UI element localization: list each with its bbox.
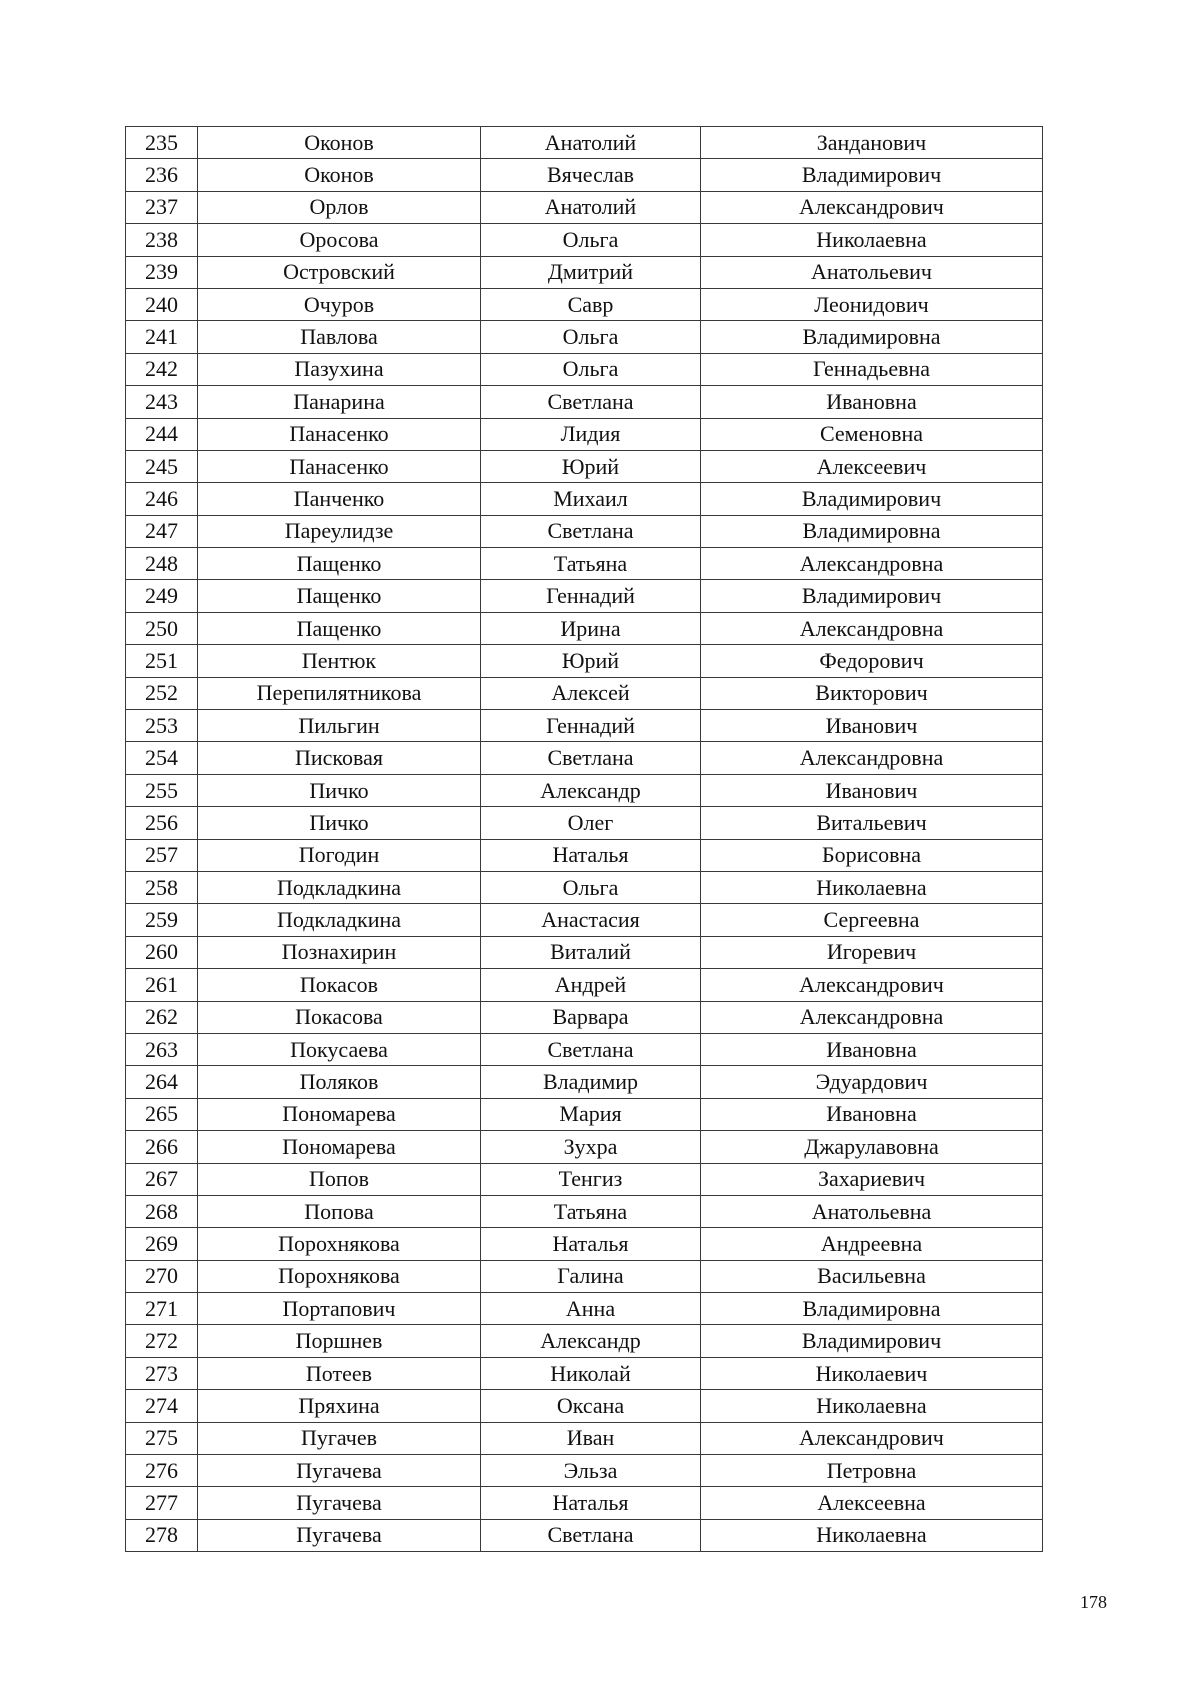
patronymic-cell: Ивановна bbox=[701, 1033, 1043, 1065]
table-row bbox=[126, 871, 1043, 903]
table-row bbox=[126, 191, 1043, 223]
table-row bbox=[126, 936, 1043, 968]
last-name-cell: Портапович bbox=[198, 1293, 481, 1325]
first-name-cell: Светлана bbox=[481, 1519, 701, 1551]
first-name-cell: Андрей bbox=[481, 969, 701, 1001]
patronymic-cell: Викторович bbox=[701, 677, 1043, 709]
last-name-cell: Перепилятникова bbox=[198, 677, 481, 709]
table-row bbox=[126, 1487, 1043, 1519]
table-row bbox=[126, 1033, 1043, 1065]
patronymic-cell: Ивановна bbox=[701, 386, 1043, 418]
last-name-cell: Оросова bbox=[198, 224, 481, 256]
row-number-cell: 238 bbox=[126, 224, 198, 256]
last-name-cell: Пащенко bbox=[198, 612, 481, 644]
row-number-cell: 236 bbox=[126, 159, 198, 191]
row-number-cell: 272 bbox=[126, 1325, 198, 1357]
row-number-cell: 243 bbox=[126, 386, 198, 418]
row-number-cell: 239 bbox=[126, 256, 198, 288]
patronymic-cell: Александровна bbox=[701, 742, 1043, 774]
first-name-cell: Ольга bbox=[481, 224, 701, 256]
table-row bbox=[126, 1001, 1043, 1033]
table-row bbox=[126, 483, 1043, 515]
last-name-cell: Потеев bbox=[198, 1357, 481, 1389]
table-row bbox=[126, 710, 1043, 742]
table-row bbox=[126, 1390, 1043, 1422]
last-name-cell: Орлов bbox=[198, 191, 481, 223]
patronymic-cell: Николаевна bbox=[701, 1519, 1043, 1551]
patronymic-cell: Федорович bbox=[701, 645, 1043, 677]
last-name-cell: Оконов bbox=[198, 159, 481, 191]
patronymic-cell: Николаевич bbox=[701, 1357, 1043, 1389]
row-number-cell: 271 bbox=[126, 1293, 198, 1325]
patronymic-cell: Геннадьевна bbox=[701, 353, 1043, 385]
patronymic-cell: Петровна bbox=[701, 1455, 1043, 1487]
row-number-cell: 254 bbox=[126, 742, 198, 774]
last-name-cell: Писковая bbox=[198, 742, 481, 774]
row-number-cell: 240 bbox=[126, 288, 198, 320]
last-name-cell: Поляков bbox=[198, 1066, 481, 1098]
patronymic-cell: Владимирович bbox=[701, 483, 1043, 515]
patronymic-cell: Владимировна bbox=[701, 321, 1043, 353]
last-name-cell: Пентюк bbox=[198, 645, 481, 677]
table-row bbox=[126, 1066, 1043, 1098]
first-name-cell: Анатолий bbox=[481, 191, 701, 223]
row-number-cell: 246 bbox=[126, 483, 198, 515]
table-row bbox=[126, 742, 1043, 774]
row-number-cell: 253 bbox=[126, 710, 198, 742]
first-name-cell: Ольга bbox=[481, 871, 701, 903]
first-name-cell: Ольга bbox=[481, 353, 701, 385]
page-number: 178 bbox=[1080, 1592, 1107, 1612]
patronymic-cell: Владимировна bbox=[701, 1293, 1043, 1325]
first-name-cell: Виталий bbox=[481, 936, 701, 968]
last-name-cell: Пичко bbox=[198, 774, 481, 806]
table-row bbox=[126, 1131, 1043, 1163]
last-name-cell: Пугачева bbox=[198, 1487, 481, 1519]
first-name-cell: Тенгиз bbox=[481, 1163, 701, 1195]
last-name-cell: Подкладкина bbox=[198, 871, 481, 903]
table-row bbox=[126, 1260, 1043, 1292]
first-name-cell: Алексей bbox=[481, 677, 701, 709]
patronymic-cell: Сергеевна bbox=[701, 904, 1043, 936]
first-name-cell: Александр bbox=[481, 774, 701, 806]
first-name-cell: Светлана bbox=[481, 515, 701, 547]
row-number-cell: 256 bbox=[126, 807, 198, 839]
row-number-cell: 268 bbox=[126, 1195, 198, 1227]
patronymic-cell: Игоревич bbox=[701, 936, 1043, 968]
patronymic-cell: Алексеевич bbox=[701, 450, 1043, 482]
first-name-cell: Николай bbox=[481, 1357, 701, 1389]
table-row bbox=[126, 1195, 1043, 1227]
row-number-cell: 255 bbox=[126, 774, 198, 806]
patronymic-cell: Анатольевна bbox=[701, 1195, 1043, 1227]
patronymic-cell: Эдуардович bbox=[701, 1066, 1043, 1098]
table-row bbox=[126, 1293, 1043, 1325]
first-name-cell: Владимир bbox=[481, 1066, 701, 1098]
last-name-cell: Панченко bbox=[198, 483, 481, 515]
last-name-cell: Подкладкина bbox=[198, 904, 481, 936]
last-name-cell: Погодин bbox=[198, 839, 481, 871]
first-name-cell: Галина bbox=[481, 1260, 701, 1292]
row-number-cell: 265 bbox=[126, 1098, 198, 1130]
row-number-cell: 266 bbox=[126, 1131, 198, 1163]
row-number-cell: 276 bbox=[126, 1455, 198, 1487]
table-row bbox=[126, 224, 1043, 256]
table-row bbox=[126, 127, 1043, 159]
row-number-cell: 235 bbox=[126, 127, 198, 159]
last-name-cell: Покасов bbox=[198, 969, 481, 1001]
row-number-cell: 248 bbox=[126, 548, 198, 580]
patronymic-cell: Владимирович bbox=[701, 580, 1043, 612]
table-row bbox=[126, 774, 1043, 806]
patronymic-cell: Александровна bbox=[701, 612, 1043, 644]
first-name-cell: Мария bbox=[481, 1098, 701, 1130]
patronymic-cell: Иванович bbox=[701, 774, 1043, 806]
last-name-cell: Панарина bbox=[198, 386, 481, 418]
first-name-cell: Геннадий bbox=[481, 710, 701, 742]
table-row bbox=[126, 386, 1043, 418]
table-row bbox=[126, 1163, 1043, 1195]
table-row bbox=[126, 839, 1043, 871]
last-name-cell: Островский bbox=[198, 256, 481, 288]
last-name-cell: Пареулидзе bbox=[198, 515, 481, 547]
last-name-cell: Поршнев bbox=[198, 1325, 481, 1357]
row-number-cell: 237 bbox=[126, 191, 198, 223]
last-name-cell: Покасова bbox=[198, 1001, 481, 1033]
first-name-cell: Светлана bbox=[481, 1033, 701, 1065]
last-name-cell: Пазухина bbox=[198, 353, 481, 385]
first-name-cell: Савр bbox=[481, 288, 701, 320]
row-number-cell: 247 bbox=[126, 515, 198, 547]
row-number-cell: 267 bbox=[126, 1163, 198, 1195]
first-name-cell: Наталья bbox=[481, 839, 701, 871]
last-name-cell: Порохнякова bbox=[198, 1228, 481, 1260]
first-name-cell: Геннадий bbox=[481, 580, 701, 612]
patronymic-cell: Ивановна bbox=[701, 1098, 1043, 1130]
table-row bbox=[126, 645, 1043, 677]
first-name-cell: Оксана bbox=[481, 1390, 701, 1422]
first-name-cell: Варвара bbox=[481, 1001, 701, 1033]
row-number-cell: 262 bbox=[126, 1001, 198, 1033]
row-number-cell: 245 bbox=[126, 450, 198, 482]
first-name-cell: Анастасия bbox=[481, 904, 701, 936]
patronymic-cell: Александровна bbox=[701, 1001, 1043, 1033]
last-name-cell: Пильгин bbox=[198, 710, 481, 742]
patronymic-cell: Захариевич bbox=[701, 1163, 1043, 1195]
row-number-cell: 263 bbox=[126, 1033, 198, 1065]
table-row bbox=[126, 1519, 1043, 1551]
row-number-cell: 278 bbox=[126, 1519, 198, 1551]
last-name-cell: Пугачева bbox=[198, 1519, 481, 1551]
patronymic-cell: Джарулавовна bbox=[701, 1131, 1043, 1163]
table-row bbox=[126, 159, 1043, 191]
patronymic-cell: Иванович bbox=[701, 710, 1043, 742]
row-number-cell: 251 bbox=[126, 645, 198, 677]
row-number-cell: 252 bbox=[126, 677, 198, 709]
first-name-cell: Ольга bbox=[481, 321, 701, 353]
patronymic-cell: Владимирович bbox=[701, 159, 1043, 191]
patronymic-cell: Алексеевна bbox=[701, 1487, 1043, 1519]
row-number-cell: 277 bbox=[126, 1487, 198, 1519]
table-row bbox=[126, 677, 1043, 709]
names-table bbox=[125, 126, 1043, 1552]
table-row bbox=[126, 1422, 1043, 1454]
table-row bbox=[126, 515, 1043, 547]
patronymic-cell: Леонидович bbox=[701, 288, 1043, 320]
last-name-cell: Панасенко bbox=[198, 418, 481, 450]
row-number-cell: 250 bbox=[126, 612, 198, 644]
patronymic-cell: Анатольевич bbox=[701, 256, 1043, 288]
table-row bbox=[126, 969, 1043, 1001]
table-row bbox=[126, 1228, 1043, 1260]
patronymic-cell: Борисовна bbox=[701, 839, 1043, 871]
patronymic-cell: Семеновна bbox=[701, 418, 1043, 450]
names-table-body bbox=[126, 127, 1043, 1552]
row-number-cell: 249 bbox=[126, 580, 198, 612]
patronymic-cell: Александрович bbox=[701, 191, 1043, 223]
patronymic-cell: Витальевич bbox=[701, 807, 1043, 839]
first-name-cell: Олег bbox=[481, 807, 701, 839]
row-number-cell: 241 bbox=[126, 321, 198, 353]
patronymic-cell: Владимировна bbox=[701, 515, 1043, 547]
patronymic-cell: Николаевна bbox=[701, 224, 1043, 256]
patronymic-cell: Владимирович bbox=[701, 1325, 1043, 1357]
last-name-cell: Оконов bbox=[198, 127, 481, 159]
first-name-cell: Светлана bbox=[481, 386, 701, 418]
row-number-cell: 273 bbox=[126, 1357, 198, 1389]
patronymic-cell: Андреевна bbox=[701, 1228, 1043, 1260]
row-number-cell: 269 bbox=[126, 1228, 198, 1260]
table-row bbox=[126, 418, 1043, 450]
table-row bbox=[126, 904, 1043, 936]
table-row bbox=[126, 807, 1043, 839]
row-number-cell: 274 bbox=[126, 1390, 198, 1422]
first-name-cell: Наталья bbox=[481, 1228, 701, 1260]
row-number-cell: 270 bbox=[126, 1260, 198, 1292]
table-row bbox=[126, 1455, 1043, 1487]
first-name-cell: Иван bbox=[481, 1422, 701, 1454]
patronymic-cell: Занданович bbox=[701, 127, 1043, 159]
first-name-cell: Эльза bbox=[481, 1455, 701, 1487]
last-name-cell: Пащенко bbox=[198, 580, 481, 612]
patronymic-cell: Николаевна bbox=[701, 871, 1043, 903]
last-name-cell: Попова bbox=[198, 1195, 481, 1227]
patronymic-cell: Александрович bbox=[701, 969, 1043, 1001]
last-name-cell: Попов bbox=[198, 1163, 481, 1195]
first-name-cell: Зухра bbox=[481, 1131, 701, 1163]
first-name-cell: Лидия bbox=[481, 418, 701, 450]
patronymic-cell: Николаевна bbox=[701, 1390, 1043, 1422]
last-name-cell: Пащенко bbox=[198, 548, 481, 580]
row-number-cell: 259 bbox=[126, 904, 198, 936]
table-row bbox=[126, 256, 1043, 288]
last-name-cell: Пугачев bbox=[198, 1422, 481, 1454]
table-row bbox=[126, 321, 1043, 353]
last-name-cell: Пичко bbox=[198, 807, 481, 839]
table-row bbox=[126, 353, 1043, 385]
table-row bbox=[126, 548, 1043, 580]
last-name-cell: Порохнякова bbox=[198, 1260, 481, 1292]
row-number-cell: 275 bbox=[126, 1422, 198, 1454]
first-name-cell: Анатолий bbox=[481, 127, 701, 159]
first-name-cell: Михаил bbox=[481, 483, 701, 515]
last-name-cell: Павлова bbox=[198, 321, 481, 353]
last-name-cell: Пряхина bbox=[198, 1390, 481, 1422]
row-number-cell: 244 bbox=[126, 418, 198, 450]
first-name-cell: Вячеслав bbox=[481, 159, 701, 191]
table-row bbox=[126, 580, 1043, 612]
row-number-cell: 258 bbox=[126, 871, 198, 903]
table-row bbox=[126, 1098, 1043, 1130]
last-name-cell: Пугачева bbox=[198, 1455, 481, 1487]
patronymic-cell: Александровна bbox=[701, 548, 1043, 580]
row-number-cell: 257 bbox=[126, 839, 198, 871]
patronymic-cell: Александрович bbox=[701, 1422, 1043, 1454]
table-row bbox=[126, 288, 1043, 320]
last-name-cell: Покусаева bbox=[198, 1033, 481, 1065]
row-number-cell: 260 bbox=[126, 936, 198, 968]
patronymic-cell: Васильевна bbox=[701, 1260, 1043, 1292]
table-row bbox=[126, 612, 1043, 644]
row-number-cell: 242 bbox=[126, 353, 198, 385]
table-row bbox=[126, 1357, 1043, 1389]
first-name-cell: Дмитрий bbox=[481, 256, 701, 288]
last-name-cell: Пономарева bbox=[198, 1098, 481, 1130]
last-name-cell: Пономарева bbox=[198, 1131, 481, 1163]
row-number-cell: 261 bbox=[126, 969, 198, 1001]
last-name-cell: Очуров bbox=[198, 288, 481, 320]
first-name-cell: Наталья bbox=[481, 1487, 701, 1519]
first-name-cell: Светлана bbox=[481, 742, 701, 774]
row-number-cell: 264 bbox=[126, 1066, 198, 1098]
table-row bbox=[126, 450, 1043, 482]
first-name-cell: Ирина bbox=[481, 612, 701, 644]
first-name-cell: Юрий bbox=[481, 645, 701, 677]
first-name-cell: Анна bbox=[481, 1293, 701, 1325]
table-row bbox=[126, 1325, 1043, 1357]
first-name-cell: Александр bbox=[481, 1325, 701, 1357]
first-name-cell: Юрий bbox=[481, 450, 701, 482]
last-name-cell: Познахирин bbox=[198, 936, 481, 968]
last-name-cell: Панасенко bbox=[198, 450, 481, 482]
first-name-cell: Татьяна bbox=[481, 1195, 701, 1227]
first-name-cell: Татьяна bbox=[481, 548, 701, 580]
